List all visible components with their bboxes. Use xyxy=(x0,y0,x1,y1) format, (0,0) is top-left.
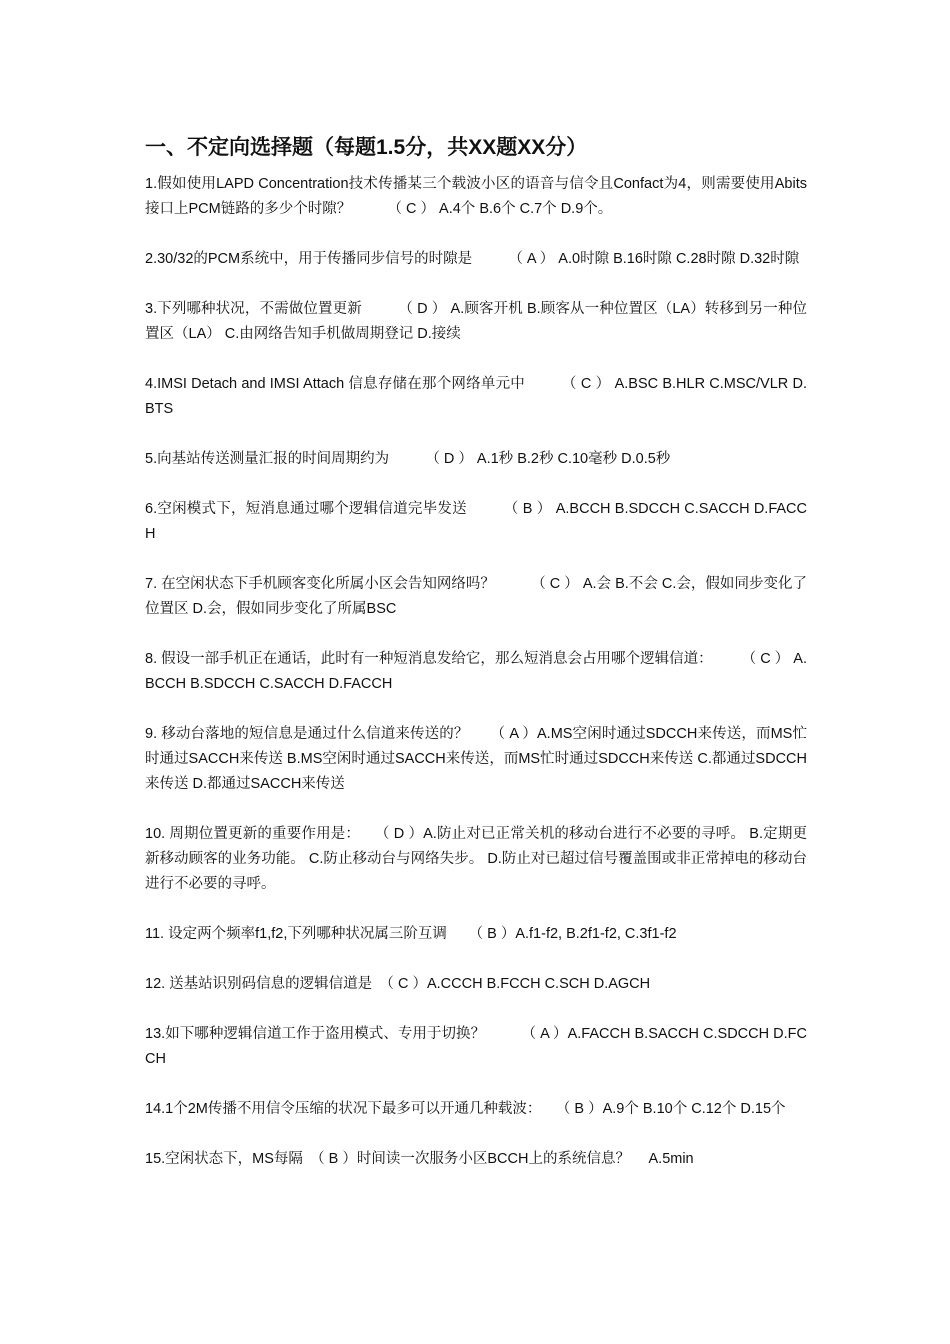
question-list xyxy=(145,172,807,1197)
question-1: 1.假如使用LAPD Concentration技术传播某三个载波小区的语音与信令且Confact为4，则需要使用Abits接口上PCM链路的多少个时隙？ （ C ） A.4个 B.6个 C.7个 D.9个。 xyxy=(145,176,807,217)
question-3: 3.下列哪种状况，不需做位置更新 （ D ） A.顾客开机 B.顾客从一种位置区（LA）转移到另一种位置区（LA） C.由网络告知手机做周期登记 D.接续 xyxy=(145,301,807,342)
question-9: 9. 移动台落地的短信息是通过什么信道来传送的？ （ A ）A.MS空闲时通过SDCCH来传送，而MS忙时通过SACCH来传送 B.MS空闲时通过SACCH来传送，而MS忙时通过SDCCH来传送 C.都通过SDCCH来传送 D.都通过SACCH来传送 xyxy=(145,726,807,792)
question-4: 4.IMSI Detach and IMSI Attach 信息存储在那个网络单元中 （ C ） A.BSC B.HLR C.MSC/VLR D.BTS xyxy=(145,376,807,417)
question-15: 15.空闲状态下，MS每隔 （ B ）时间读一次服务小区BCCH上的系统信息？ A.5min xyxy=(145,1151,694,1167)
question-10: 10. 周期位置更新的重要作用是： （ D ）A.防止对已正常关机的移动台进行不必要的寻呼。 B.定期更新移动顾客的业务功能。 C.防止移动台与网络失步。 D.防止对已超过信号覆盖围或非正常掉电的移动台进行不必要的寻呼。 xyxy=(145,826,807,892)
question-11: 11. 设定两个频率f1,f2,下列哪种状况属三阶互调 （ B ）A.f1-f2, B.2f1-f2, C.3f1-f2 xyxy=(145,926,677,942)
question-5: 5.向基站传送测量汇报的时间周期约为 （ D ） A.1秒 B.2秒 C.10毫秒 D.0.5秒 xyxy=(145,451,671,467)
question-2: 2.30/32的PCM系统中，用于传播同步信号的时隙是 （ A ） A.0时隙 B.16时隙 C.28时隙 D.32时隙 xyxy=(145,251,800,267)
question-7: 7. 在空闲状态下手机顾客变化所属小区会告知网络吗？ （ C ） A.会 B.不会 C.会，假如同步变化了位置区 D.会，假如同步变化了所属BSC xyxy=(145,576,807,617)
question-8: 8. 假设一部手机正在通话，此时有一种短消息发给它，那么短消息会占用哪个逻辑信道： （ C ） A.BCCH B.SDCCH C.SACCH D.FACCH xyxy=(145,651,807,692)
question-13: 13.如下哪种逻辑信道工作于盗用模式、专用于切换？ （ A ）A.FACCH B.SACCH C.SDCCH D.FCCH xyxy=(145,1026,807,1067)
question-12: 12. 送基站识别码信息的逻辑信道是 （ C ）A.CCCH B.FCCH C.SCH D.AGCH xyxy=(145,976,651,992)
question-14: 14.1个2M传播不用信令压缩的状况下最多可以开通几种载波： （ B ）A.9个 B.10个 C.12个 D.15个 xyxy=(145,1101,786,1117)
question-6: 6.空闲模式下，短消息通过哪个逻辑信道完毕发送 （ B ） A.BCCH B.SDCCH C.SACCH D.FACCH xyxy=(145,501,807,542)
section-title: 一、不定向选择题（每题1.5分，共XX题XX分） xyxy=(145,136,588,159)
